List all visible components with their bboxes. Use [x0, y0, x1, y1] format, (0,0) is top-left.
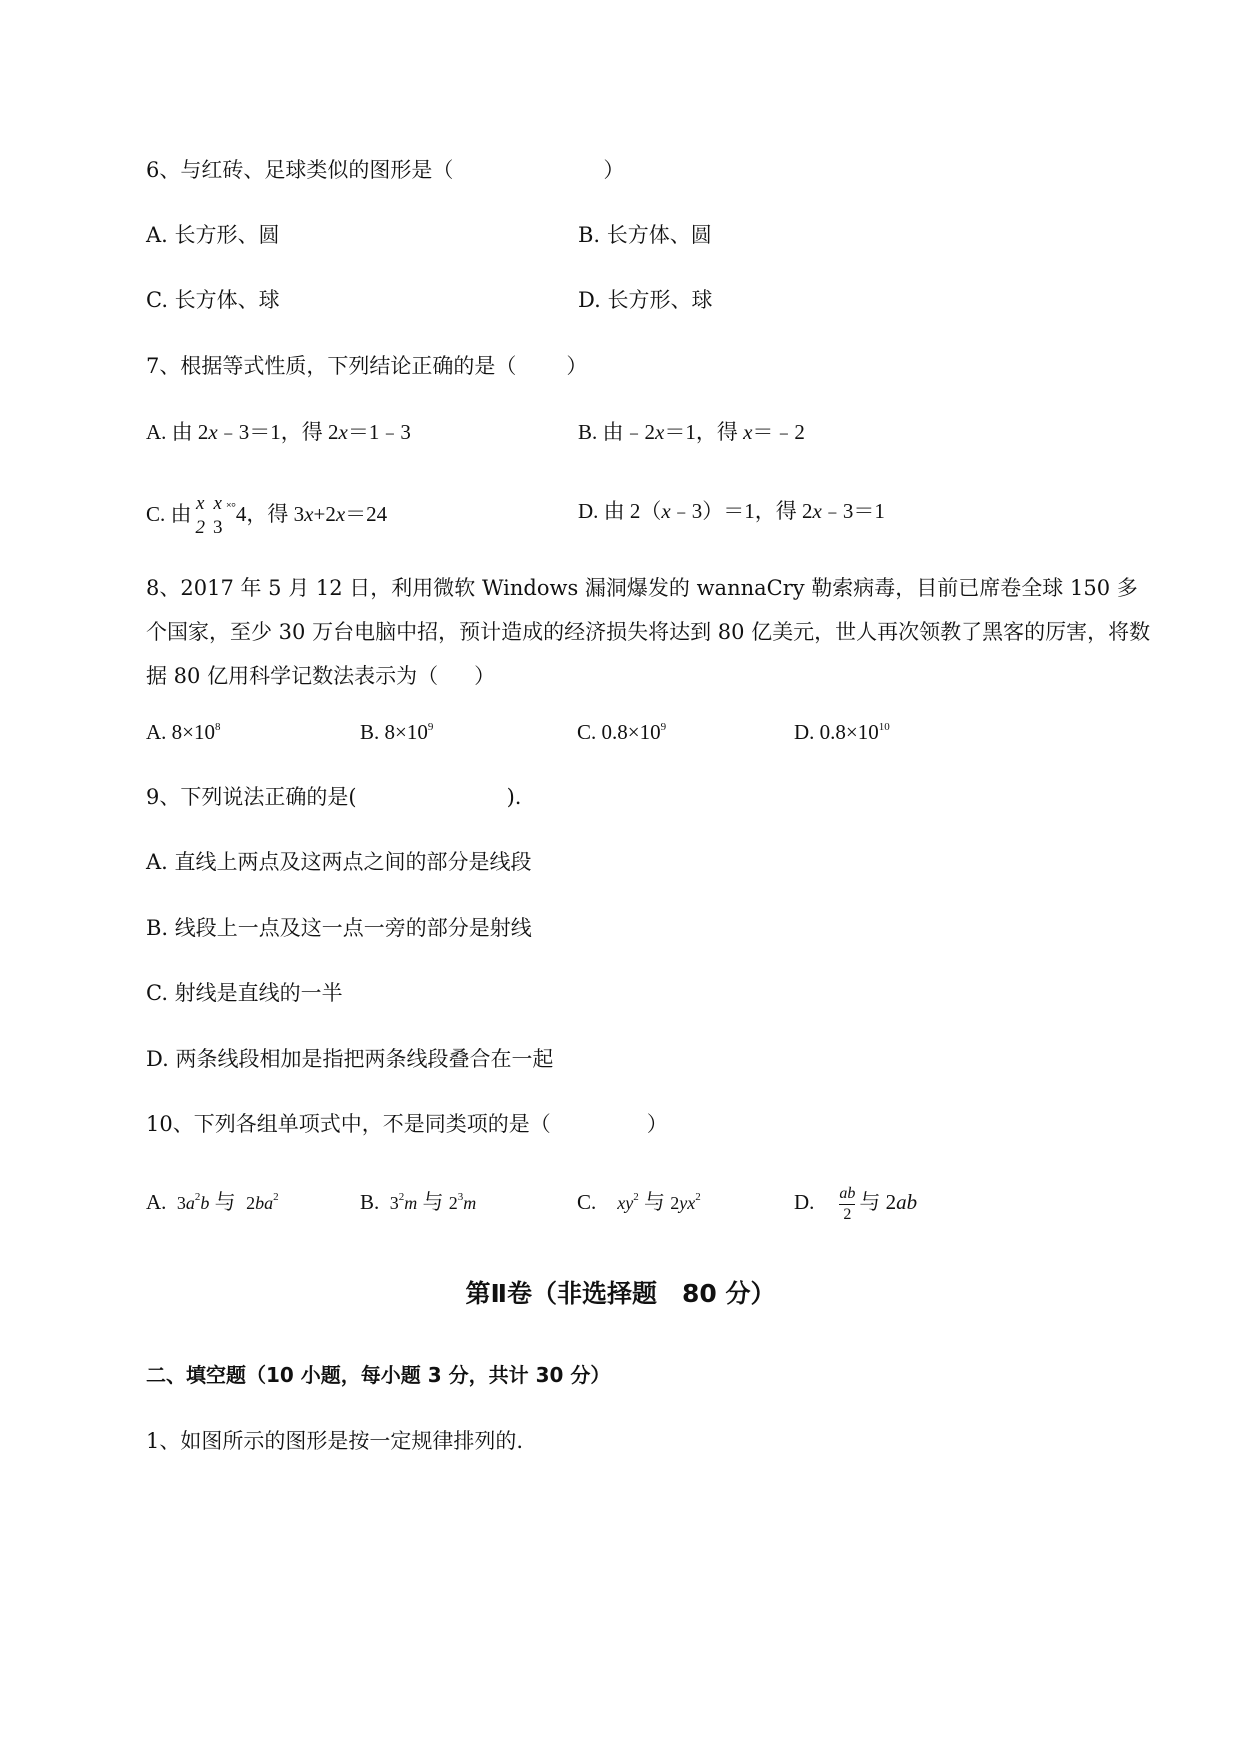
q9-option-a: A. 直线上两点及这两点之间的部分是线段 — [146, 850, 532, 874]
q8-option-a: A. $8\times 10^8$ — [146, 720, 221, 744]
fraction-x-over-3: x 3 — [213, 493, 223, 538]
q6-option-b: B. 长方体、圆 — [578, 223, 712, 247]
q6-option-d: D. 长方形、球 — [578, 288, 713, 312]
section-subtitle: 二、填空题（10 小题，每小题 3 分，共计 30 分） — [146, 1363, 611, 1387]
q7-option-a: A. 由 2x﹣3＝1，得 2x＝1﹣3 — [146, 420, 411, 444]
q6-option-a: A. 长方形、圆 — [146, 223, 280, 247]
q8-option-b: B. $8\times 10^9$ — [360, 720, 434, 744]
fraction-ab-over-2: $\frac{ab}{2}$ — [839, 1184, 856, 1223]
q9-option-c: C. 射线是直线的一半 — [146, 981, 343, 1005]
garbled-symbol-icon: ˟° — [226, 499, 236, 514]
q10-option-b: B. $3^2m$ 与 $2^3m$ — [360, 1190, 477, 1214]
q7-option-c: C. 由 x 2 x 3 ˟°4，得 3x+2x＝24 — [146, 493, 388, 538]
q8-option-d: D. $0.8\times 10^{10}$ — [794, 720, 890, 744]
section-title: 第Ⅱ卷（非选择题 80 分） — [465, 1279, 776, 1308]
question-7-stem: 7、根据等式性质，下列结论正确的是（ ） — [146, 354, 588, 378]
question-9-stem: 9、下列说法正确的是( ). — [146, 785, 522, 809]
question-10-stem: 10、下列各组单项式中，不是同类项的是（ ） — [146, 1112, 668, 1136]
fraction-x-over-2: x 2 — [195, 493, 206, 538]
question-6-stem: 6、与红砖、足球类似的图形是（ ） — [146, 158, 625, 182]
q7-option-d: D. 由 2（x﹣3）＝1，得 2x﹣3＝1 — [578, 499, 885, 523]
q10-option-a: A. $3a^2b$ 与 $2ba^2$ — [146, 1190, 279, 1214]
q10-option-d: D. $\frac{ab}{2}$ 与 2ab — [794, 1184, 918, 1223]
q10-option-c: C. $xy^2$ 与 $2yx^2$ — [577, 1190, 701, 1214]
q7-option-b: B. 由﹣2x＝1，得 x＝﹣2 — [578, 420, 805, 444]
q9-option-d: D. 两条线段相加是指把两条线段叠合在一起 — [146, 1047, 554, 1071]
q8-option-c: C. $0.8\times 10^9$ — [577, 720, 667, 744]
question-8-stem: 8、2017 年 5 月 12 日，利用微软 Windows 漏洞爆发的 wannaCry 勒索病毒，目前已席卷全球 150 多个国家，至少 30 万台电脑中招，预计造成的经济损失将达到 80 亿美元，世人再次领教了黑客的厉害，将数据 80 亿用科学记数法表示为（ ） — [146, 576, 1151, 688]
q9-option-b: B. 线段上一点及这一点一旁的部分是射线 — [146, 916, 532, 940]
q6-option-c: C. 长方体、球 — [146, 288, 280, 312]
fill-question-1: 1、如图所示的图形是按一定规律排列的. — [146, 1429, 524, 1453]
